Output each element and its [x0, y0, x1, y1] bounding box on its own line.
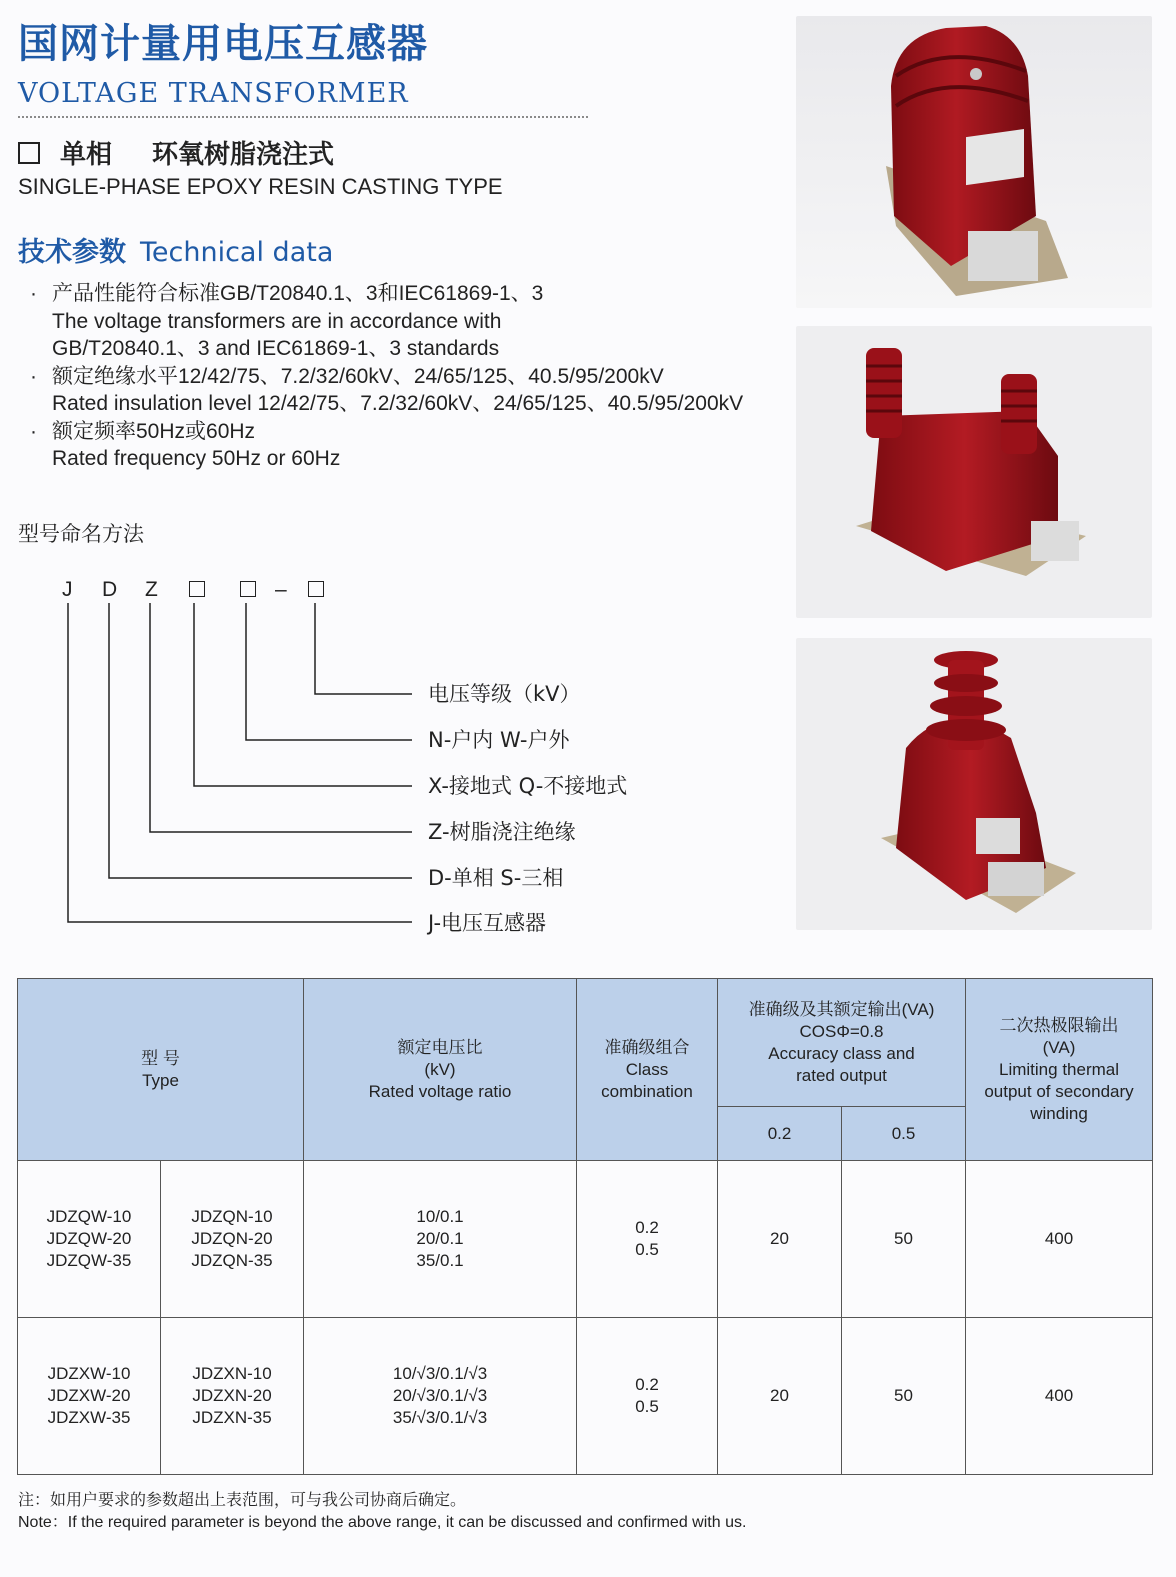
header-class-combination: 准确级组合 Class combination — [577, 979, 718, 1161]
table-row — [18, 1318, 1153, 1475]
header-class-0-2: 0.2 — [718, 1107, 842, 1161]
bullet-item: · 额定绝缘水平12/42/75、7.2/32/60kV、24/65/125、40.5/95/200kV — [30, 363, 743, 391]
code-dash: – — [275, 578, 287, 601]
cell-type-outdoor: JDZQW-10 JDZQW-20 JDZQW-35 — [18, 1161, 161, 1318]
page-title: 国网计量用电压互感器 — [18, 21, 428, 67]
footnote-cn: 注：如用户要求的参数超出上表范围，可与我公司协商后确定。 — [18, 1492, 467, 1509]
cell-type-outdoor: JDZXW-10 JDZXW-20 JDZXW-35 — [18, 1318, 161, 1475]
label-indoor-outdoor: N-户内 W-户外 — [428, 728, 570, 752]
header-class-0-5: 0.5 — [842, 1107, 966, 1161]
header-rated-voltage-ratio: 额定电压比 (kV) Rated voltage ratio — [304, 979, 577, 1161]
cell-type-indoor: JDZQN-10 JDZQN-20 JDZQN-35 — [161, 1161, 304, 1318]
header-thermal-output: 二次热极限输出 (VA) Limiting thermal output of secondary winding — [966, 979, 1153, 1161]
product-photo-2 — [796, 326, 1152, 618]
header-type: 型 号 Type — [18, 979, 304, 1161]
tech-heading-cn: 技术参数 — [18, 237, 126, 268]
spec-table — [17, 978, 1153, 1475]
cell-thermal-output: 400 — [966, 1161, 1153, 1318]
type-heading-phase: 单相 — [60, 140, 113, 170]
naming-connector-lines — [0, 0, 430, 940]
product-photo-1 — [796, 16, 1152, 308]
label-voltage-transformer: J-电压互感器 — [428, 911, 547, 935]
cell-output-0-2: 20 — [718, 1161, 842, 1318]
label-phase: D-单相 S-三相 — [428, 866, 564, 890]
code-letter-j: J — [62, 578, 73, 601]
label-voltage-level: 电压等级（kV） — [428, 682, 581, 706]
bullet-item: · 产品性能符合标准GB/T20840.1、3和IEC61869-1、3 — [30, 280, 743, 308]
cell-thermal-output: 400 — [966, 1318, 1153, 1475]
type-heading-casting: 环氧树脂浇注式 — [152, 140, 335, 170]
code-letter-d: D — [102, 578, 118, 601]
cell-class: 0.2 0.5 — [577, 1318, 718, 1475]
cell-voltage-ratio: 10/0.1 20/0.1 35/0.1 — [304, 1161, 577, 1318]
label-grounding: X-接地式 Q-不接地式 — [428, 774, 628, 798]
code-letter-z: Z — [145, 578, 158, 601]
bullet-dot-icon: · — [30, 419, 37, 443]
tech-heading-en: Technical data — [140, 237, 334, 268]
header-accuracy-output: 准确级及其额定输出(VA) COSΦ=0.8 Accuracy class and rated output — [718, 979, 966, 1107]
bullet-dot-icon: · — [30, 364, 37, 388]
cell-output-0-5: 50 — [842, 1318, 966, 1475]
footnote — [18, 1490, 746, 1534]
bullet-item: · 额定频率50Hz或60Hz — [30, 418, 743, 446]
page-subtitle-en: VOLTAGE TRANSFORMER — [18, 78, 409, 109]
cell-class: 0.2 0.5 — [577, 1161, 718, 1318]
cell-voltage-ratio: 10/√3/0.1/√3 20/√3/0.1/√3 35/√3/0.1/√3 — [304, 1318, 577, 1475]
cell-output-0-2: 20 — [718, 1318, 842, 1475]
cell-type-indoor: JDZXN-10 JDZXN-20 JDZXN-35 — [161, 1318, 304, 1475]
tech-bullet-list: · 产品性能符合标准GB/T20840.1、3和IEC61869-1、3 The voltage transformers are in accordance with GB/T20840.1、3 and IEC61869-1、3 standards · 额定绝缘水平12/42/75、7.2/32/60kV、24/65/125、40.5/95/200kV Rated insulation level 12/42/75、7.2/32/60kV、24/65/125、40.5/95/200kV · 额定频率50Hz或60Hz Rated frequency 50Hz or 60Hz — [30, 282, 744, 470]
label-resin-insulation: Z-树脂浇注绝缘 — [428, 820, 576, 844]
bullet-dot-icon: · — [30, 282, 37, 305]
type-heading-en: SINGLE-PHASE EPOXY RESIN CASTING TYPE — [18, 174, 503, 199]
naming-method-title: 型号命名方法 — [18, 522, 144, 546]
table-row — [18, 1161, 1153, 1318]
cell-output-0-5: 50 — [842, 1161, 966, 1318]
footnote-en: Note：If the required parameter is beyond the above range, it can be discussed and confirmed with us. — [18, 1514, 747, 1531]
product-photo-3 — [796, 638, 1152, 930]
